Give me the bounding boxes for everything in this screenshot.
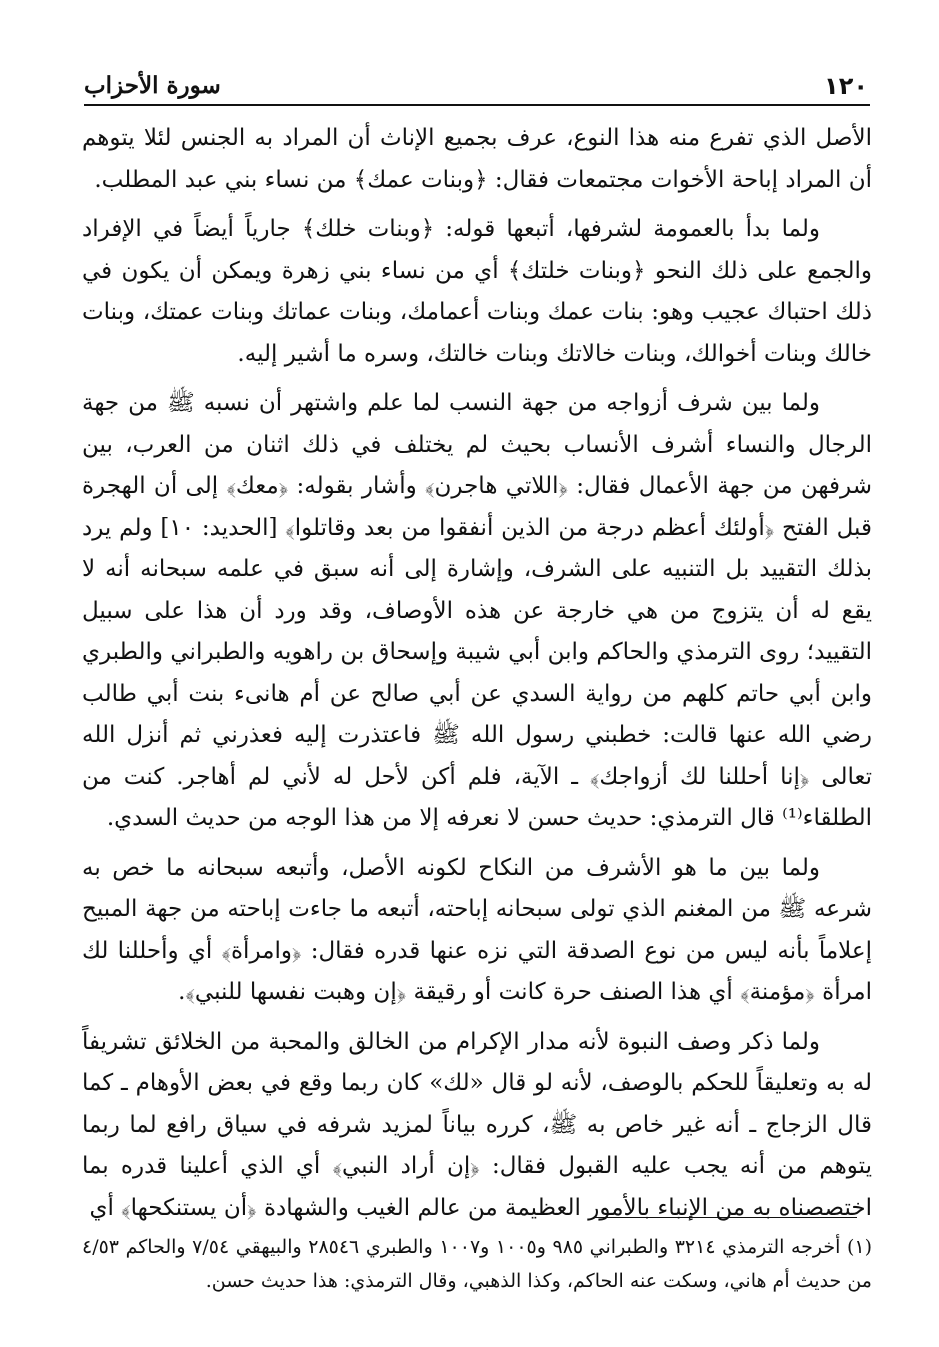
surah-title: سورة الأحزاب [84,72,221,99]
page-number: ١٢٠ [824,72,868,100]
paragraph: الأصل الذي تفرع منه هذا النوع، عرف بجميع الإناث أن المراد به الجنس لئلا يتوهم أن المراد إباحة الأخوات مجتمعات فقال: ﴿وبنات عمك﴾ من نساء بني عبد المطلب. [82,125,872,193]
footnote-text: (١) أخرجه الترمذي ٣٢١٤ والطبراني ٩٨٥ و١٠٠٥ و١٠٠٧ والطبري ٢٨٥٤٦ والبيهقي ٧/٥٤ والحاكم ٤/٥٣ من حديث أم هاني، وسكت عنه الحاكم، وكذا الذهبي، وقال الترمذي: هذا حديث حسن. [82,1236,873,1292]
page-header [84,62,868,102]
footnote [82,1230,872,1298]
paragraph: ولما بين شرف أزواجه من جهة النسب لما علم واشتهر أن نسبه ﷺ من جهة الرجال والنساء أشرف الأنساب بحيث لم يختلف في ذلك اثنان من العرب، بين شرفهن من جهة الأعمال فقال: ﴿اللاتي هاجرن﴾ وأشار بقوله: ﴿معك﴾ إلى أن الهجرة قبل الفتح ﴿أولئك أعظم درجة من الذين أنفقوا من بعد وقاتلوا﴾ [الحديد: ١٠] ولم يرد بذلك التقييد بل التنبيه على الشرف، وإشارة إلى أنه سبق في علمه سبحانه أنه لا يقع له أن يتزوج من هي خارجة عن هذه الأوصاف، وقد ورد أن هذا على سبيل التقييد؛ روى الترمذي والحاكم وابن أبي شيبة وإسحاق بن راهويه والطبراني والطبري وابن أبي حاتم كلهم من رواية السدي عن أبي صالح عن أم هانىء بنت أبي طالب رضي الله عنها قالت: خطبني رسول الله ﷺ فاعتذرت إليه فعذرني ثم أنزل الله تعالى ﴿إنا أحللنا لك أزواجك﴾ ـ الآية، فلم أكن لأحل له لأني لم أهاجر. كنت من الطلقاء⁽¹⁾ قال الترمذي: حديث حسن لا نعرفه إلا من هذا الوجه من حديث السدي. [82,390,872,831]
paragraph: ولما بدأ بالعمومة لشرفها، أتبعها قوله: ﴿وبنات خلك﴾ جارياً أيضاً في الإفراد والجمع على ذلك النحو ﴿وبنات خلتك﴾ أي من نساء بني زهرة ويمكن أن يكون في ذلك احتباك عجيب وهو: بنات عمك وبنات أعمامك، وبنات عماتك وبنات عمتك، وبنات خالك وبنات أخوالك، وبنات خالاتك وبنات خالتك، وسره ما أشير إليه. [82,216,872,367]
paragraph: ولما ذكر وصف النبوة لأنه مدار الإكرام من الخالق والمحبة من الخلائق تشريفاً له به وتعليقاً للحكم بالوصف، لأنه لو قال «لك» كان ربما وقع في بعض الأوهام ـ كما قال الزجاج ـ أنه غير خاص به ﷺ، كرره بياناً لمزيد شرفه في سياق رافع لما ربما يتوهم من أنه يجب عليه القبول فقال: ﴿إن أراد النبي﴾ أي الذي أعلينا قدره بما اختصصناه به من الإنباء بالأمور العظيمة من عالم الغيب والشهادة ﴿أن يستنكحها﴾ أي [82,1028,872,1221]
main-text [82,118,872,1237]
header-divider [84,104,870,106]
footnote-divider [595,1217,857,1218]
paragraph: ولما بين ما هو الأشرف من النكاح لكونه الأصل، وأتبعه سبحانه ما خص به شرعه ﷺ من المغنم الذي تولى سبحانه إباحته، أتبعه ما جاءت إباحته من جهة المبيح إعلاماً بأنه ليس من نوع الصدقة التي نزه عنها قدره فقال: ﴿وامرأة﴾ أي وأحللنا لك امرأة ﴿مؤمنة﴾ أي هذا الصنف حرة كانت أو رقيقة ﴿إن وهبت نفسها للنبي﴾. [82,854,872,1005]
